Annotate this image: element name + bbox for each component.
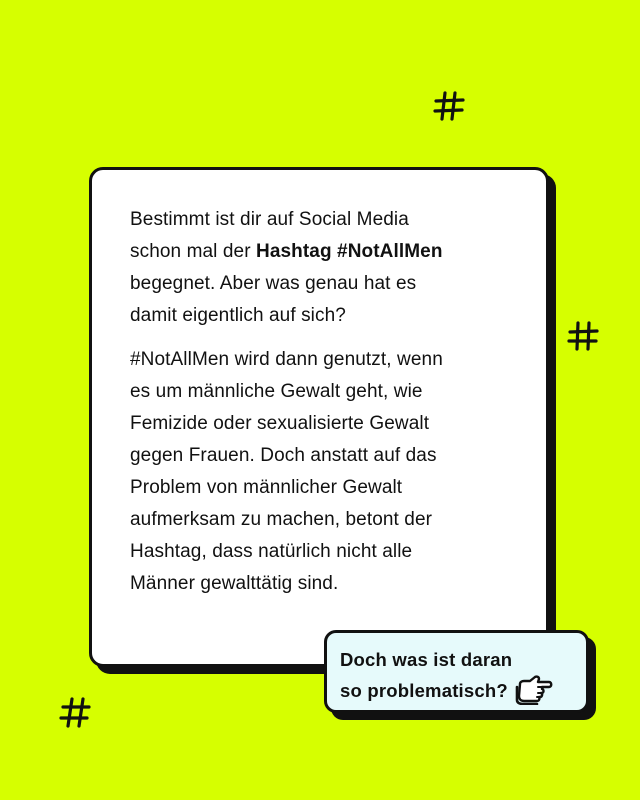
info-card — [89, 167, 549, 667]
explanation-line: es um männliche Gewalt geht, wie — [130, 381, 423, 402]
explanation-line: Hashtag, dass natürlich nicht alle — [130, 541, 413, 562]
callout-line-2 — [340, 675, 554, 706]
explanation-line: Männer gewalttätig sind. — [130, 573, 339, 594]
intro-paragraph — [130, 204, 516, 332]
callout-line-2-text: so problematisch? — [340, 680, 508, 701]
hashtag-icon — [59, 696, 91, 728]
explanation-paragraph — [130, 344, 516, 600]
intro-line-3: begegnet. Aber was genau hat es — [130, 273, 417, 294]
hashtag-icon — [567, 320, 599, 352]
explanation-line: #NotAllMen wird dann genutzt, wenn — [130, 349, 443, 370]
card-body — [130, 204, 516, 612]
callout-line-1: Doch was ist daran — [340, 649, 513, 670]
explanation-line: aufmerksam zu machen, betont der — [130, 509, 433, 530]
question-callout — [324, 630, 589, 713]
explanation-line: gegen Frauen. Doch anstatt auf das — [130, 445, 437, 466]
callout-text — [340, 644, 554, 706]
intro-line-4: damit eigentlich auf sich? — [130, 305, 346, 326]
intro-line-1: Bestimmt ist dir auf Social Media — [130, 209, 409, 230]
intro-line-2-prefix: schon mal der — [130, 241, 257, 262]
hashtag-icon — [433, 90, 465, 122]
hashtag-highlight: Hashtag #NotAllMen — [256, 241, 443, 262]
explanation-line: Problem von männlicher Gewalt — [130, 477, 403, 498]
pointing-hand-right-icon — [514, 675, 554, 705]
explanation-line: Femizide oder sexualisierte Gewalt — [130, 413, 430, 434]
